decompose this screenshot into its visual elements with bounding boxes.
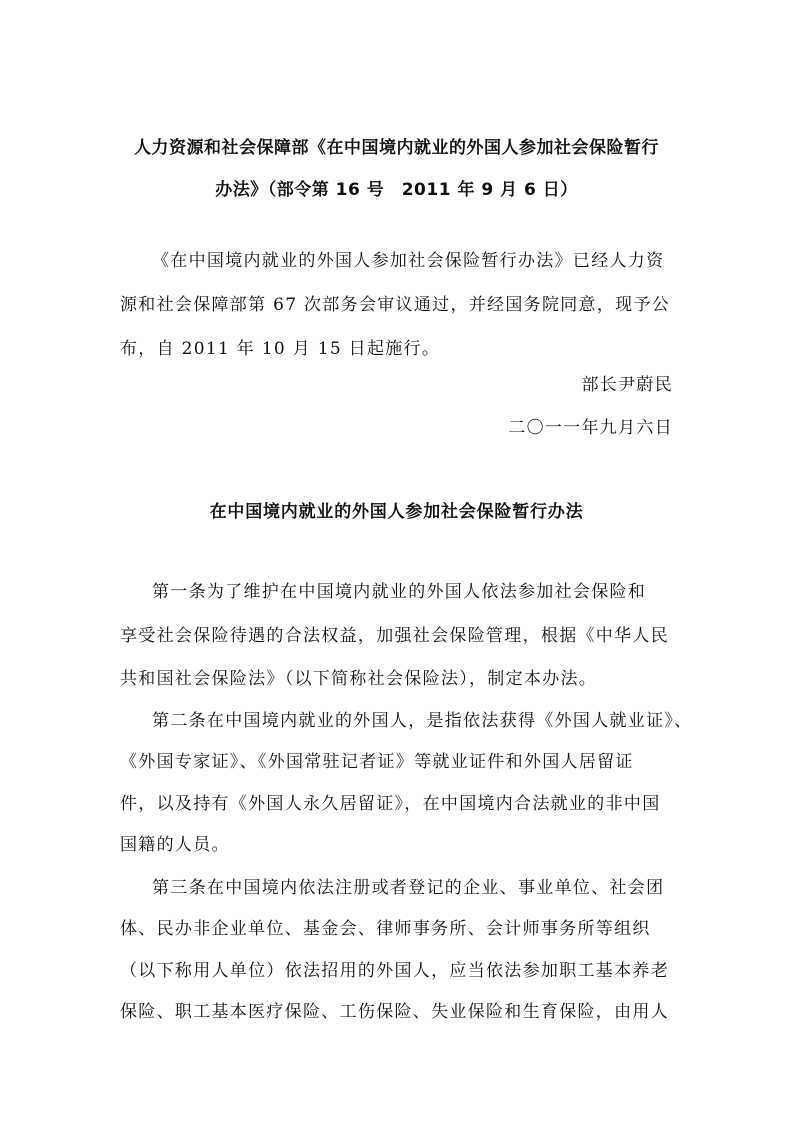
article-1-line-2: 享受社会保险待遇的合法权益，加强社会保险管理，根据《中华人民 xyxy=(120,626,669,646)
article-2-line-3: 件，以及持有《外国人永久居留证》，在中国境内合法就业的非中国 xyxy=(120,794,661,814)
signature-date: 二〇一一年九月六日 xyxy=(508,418,673,438)
preamble-line-2: 源和社会保障部第 67 次部务会审议通过，并经国务院同意，现予公 xyxy=(120,295,671,315)
document-title-line-1: 人力资源和社会保障部《在中国境内就业的外国人参加社会保险暂行 xyxy=(134,138,659,158)
article-2-line-2: 《外国专家证》、《外国常驻记者证》等就业证件和外国人居留证 xyxy=(120,752,634,772)
signature: 部长尹蔚民 xyxy=(581,375,673,395)
document-title-line-2: 办法》（部令第 16 号 2011 年 9 月 6 日） xyxy=(215,180,578,200)
article-1-line-3: 共和国社会保险法》（以下简称社会保险法），制定本办法。 xyxy=(120,669,598,689)
article-3-line-2: 体、民办非企业单位、基金会、律师事务所、会计师事务所等组织 xyxy=(120,919,651,939)
article-3-line-1: 第三条在中国境内依法注册或者登记的企业、事业单位、社会团 xyxy=(152,878,665,898)
article-2-line-1: 第二条在中国境内就业的外国人，是指依法获得《外国人就业证》、 xyxy=(152,711,693,731)
article-2-line-4: 国籍的人员。 xyxy=(120,835,230,855)
preamble-line-1: 《在中国境内就业的外国人参加社会保险暂行办法》已经人力资 xyxy=(152,251,665,271)
preamble-line-3: 布，自 2011 年 10 月 15 日起施行。 xyxy=(120,339,441,359)
article-3-line-4: 保险、职工基本医疗保险、工伤保险、失业保险和生育保险，由用人 xyxy=(120,1002,669,1022)
article-3-line-3: （以下称用人单位）依法招用的外国人，应当依法参加职工基本养老 xyxy=(120,961,669,981)
article-1-line-1: 第一条为了维护在中国境内就业的外国人依法参加社会保险和 xyxy=(152,582,647,602)
section-title: 在中国境内就业的外国人参加社会保险暂行办法 xyxy=(209,502,584,522)
